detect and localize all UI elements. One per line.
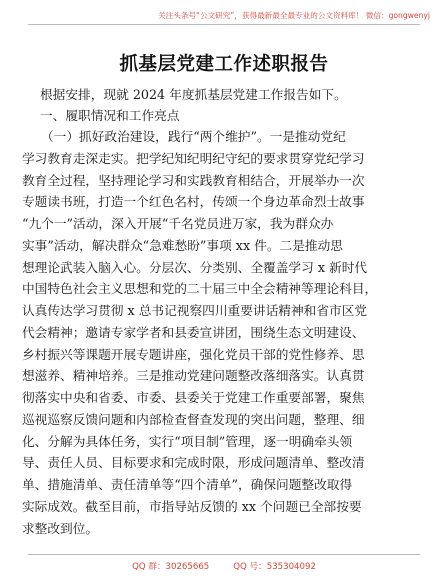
footer <box>0 560 448 572</box>
body-line: 巡视巡察反馈问题和内部检查督查发现的突出问题，整理、细 <box>22 411 365 427</box>
intro-paragraph: 根据安排，现就 2024 年度抓基层党建工作报告如下。 <box>40 87 347 102</box>
footer-qq-group: QQ 群：30265665 <box>132 562 210 572</box>
body-line: 教育全过程，坚持理论学习和实践教育相结合，开展举办一次 <box>22 172 365 188</box>
body-line: （一）抓好政治建设，践行“两个维护”。一是推动党纪 <box>41 129 346 144</box>
body-line: 代会精神；邀请专家学者和县委宣讲团，围绕生态文明建设、 <box>22 324 365 340</box>
header-divider <box>28 24 420 25</box>
body-line: 单、措施清单、责任清单等“四个清单”，确保问题整改取得 <box>22 477 353 492</box>
footer-divider <box>28 554 420 555</box>
body-line: 化、分解为具体任务，实行“项目制”管理，逐一明确牵头领 <box>22 433 353 449</box>
header-promo-text: 关注头条号“公文研究”，获得最新最全最专业的公文资料库！ 微信：gongwenyj <box>158 11 430 20</box>
body-line: 想理论武装入脑入心。分层次、分类别、全覆盖学习 x 新时代 <box>22 259 368 275</box>
body-line: 实际成效。截至目前，市指导站反馈的 xx 个问题已全部按要 <box>22 498 362 514</box>
body-line: 实事”活动，解决群众“急难愁盼”事项 xx 件。二是推动思 <box>22 237 343 253</box>
body-line: “九个一”活动，深入开展“千名党员进万家，我为群众办 <box>22 216 334 231</box>
body-line: 想滋养、精神培养。三是推动党建问题整改落细落实。认真贯 <box>22 368 365 384</box>
body-line: 中国特色社会主义思想和党的二十届三中全会精神等理论科目， <box>22 281 378 297</box>
body-line: 求整改到位。 <box>22 520 99 536</box>
body-paragraph <box>0 126 448 539</box>
body-line: 专题读书班，打造一个红色名村，传颂一个身边革命烈士故事 <box>22 194 365 210</box>
body-line: 乡村振兴等课题开展专题讲座，强化党员干部的党性修养、思 <box>22 346 365 362</box>
body-line: 导、责任人员、目标要求和完成时限，形成问题清单、整改清 <box>22 455 365 471</box>
footer-qq-number: QQ 号：535304092 <box>233 562 316 572</box>
document-title: 抓基层党建工作述职报告 <box>119 54 329 75</box>
section-heading: 一、履职情况和工作亮点 <box>40 108 180 123</box>
body-line: 认真传达学习贯彻 x 总书记视察四川重要讲话精神和省市区党 <box>22 303 368 318</box>
body-line: 学习教育走深走实。把学纪知纪明纪守纪的要求贯穿党纪学习 <box>22 150 365 166</box>
body-line: 彻落实中央和省委、市委、县委关于党建工作重要部署，聚焦 <box>22 390 365 405</box>
